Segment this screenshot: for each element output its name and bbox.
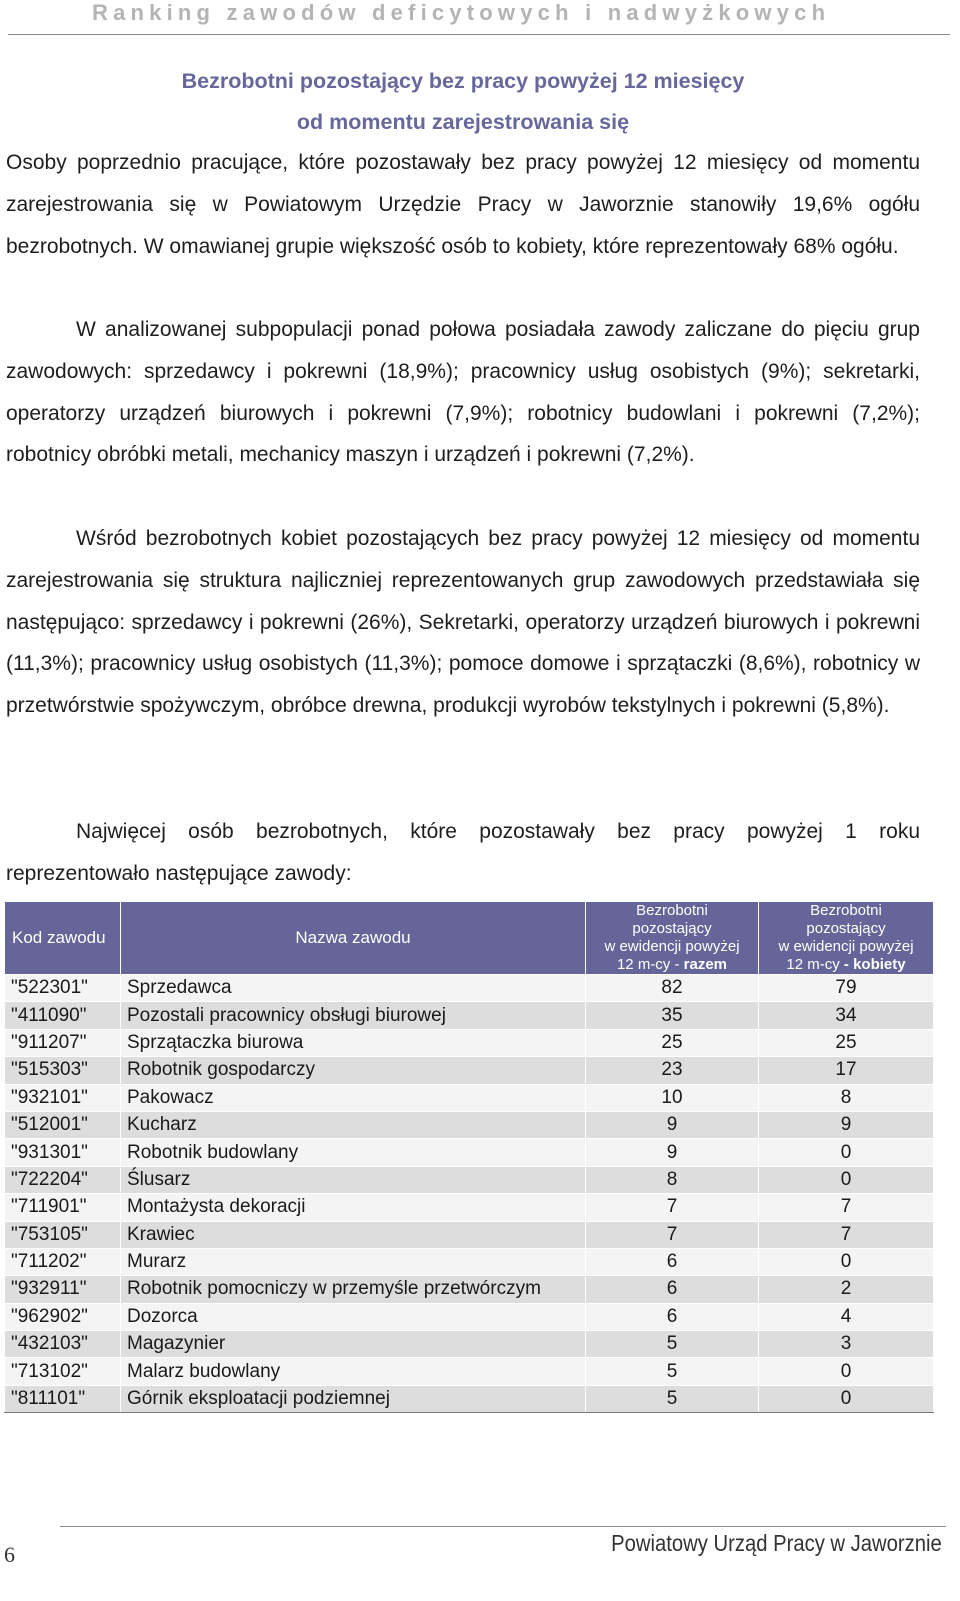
table-row (5, 1057, 934, 1084)
paragraph-table-intro: Najwięcej osób bezrobotnych, które pozostawały bez pracy powyżej 1 roku reprezentowało następujące zawody: (6, 820, 920, 885)
cell-total: 10 (586, 1084, 759, 1111)
cell-total: 5 (586, 1385, 759, 1412)
cell-name: Ślusarz (121, 1166, 586, 1193)
cell-total: 8 (586, 1166, 759, 1193)
section-title-line-1: Bezrobotni pozostający bez pracy powyżej 12 miesięcy (181, 69, 745, 93)
cell-code: "515303" (5, 1057, 121, 1084)
header-women (759, 902, 934, 975)
header-women-emphasis: - kobiety (843, 956, 906, 973)
table-header-row (5, 902, 934, 975)
table-row (5, 1303, 934, 1330)
footer-divider (60, 1526, 946, 1527)
cell-code: "811101" (5, 1385, 121, 1412)
header-name: Nazwa zawodu (121, 902, 586, 975)
cell-code: "932101" (5, 1084, 121, 1111)
header-code: Kod zawodu (5, 902, 121, 975)
cell-code: "432103" (5, 1331, 121, 1358)
paragraph-subpopulation: W analizowanej subpopulacji ponad połowa posiadała zawody zaliczane do pięciu grup zawodowych: sprzedawcy i pokrewni (18,9%); pracownicy usług osobistych (9%); sekretarki, operatorzy urządzeń biurowych i pokrewni (7,9%); robotnicy budowlani i pokrewni (7,2%); robotnicy obróbki metali, mechanicy maszyn i urządzeń i pokrewni (7,2%). (6, 318, 920, 467)
cell-total: 82 (586, 975, 759, 1002)
cell-code: "722204" (5, 1166, 121, 1193)
page-number: 6 (4, 1542, 15, 1567)
cell-total: 9 (586, 1111, 759, 1138)
cell-women: 9 (759, 1111, 934, 1138)
cell-total: 25 (586, 1029, 759, 1056)
cell-women: 4 (759, 1303, 934, 1330)
table-row (5, 1002, 934, 1029)
cell-total: 7 (586, 1221, 759, 1248)
occupations-table (4, 901, 934, 1413)
table-row (5, 1111, 934, 1138)
paragraph-women: Wśród bezrobotnych kobiet pozostających bez pracy powyżej 12 miesięcy od momentu zarejestrowania się struktura najliczniej reprezentowanych grup zawodowych przedstawiała się następująco: sprzedawcy i pokrewni (26%), Sekretarki, operatorzy urządzeń biurowych i pokrewni (11,3%); pracownicy usług osobistych (11,3%); pomoce domowe i sprzątaczki (8,6%), robotnicy w przetwórstwie spożywczym, obróbce drewna, produkcji wyrobów tekstylnych i pokrewni (5,8%). (6, 527, 920, 718)
cell-code: "411090" (5, 1002, 121, 1029)
table-row (5, 1358, 934, 1385)
cell-women: 8 (759, 1084, 934, 1111)
cell-code: "522301" (5, 975, 121, 1002)
cell-name: Krawiec (121, 1221, 586, 1248)
cell-total: 5 (586, 1358, 759, 1385)
table-row (5, 1194, 934, 1221)
header-women-line-2: pozostający (806, 920, 886, 937)
cell-code: "713102" (5, 1358, 121, 1385)
cell-name: Robotnik gospodarczy (121, 1057, 586, 1084)
cell-total: 6 (586, 1248, 759, 1275)
header-total-line-1: Bezrobotni (636, 902, 708, 919)
cell-name: Murarz (121, 1248, 586, 1275)
cell-name: Robotnik budowlany (121, 1139, 586, 1166)
table-row (5, 1248, 934, 1275)
cell-women: 0 (759, 1385, 934, 1412)
cell-name: Montażysta dekoracji (121, 1194, 586, 1221)
table-row (5, 1029, 934, 1056)
table-row (5, 1385, 934, 1412)
header-total-line-4: 12 m-cy - (616, 956, 684, 973)
cell-women: 25 (759, 1029, 934, 1056)
cell-women: 2 (759, 1276, 934, 1303)
cell-women: 3 (759, 1331, 934, 1358)
cell-code: "962902" (5, 1303, 121, 1330)
header-total (586, 902, 759, 975)
cell-total: 6 (586, 1276, 759, 1303)
cell-total: 7 (586, 1194, 759, 1221)
table-row (5, 1084, 934, 1111)
cell-code: "711202" (5, 1248, 121, 1275)
header-total-emphasis: razem (683, 956, 728, 973)
header-women-line-1: Bezrobotni (810, 902, 882, 919)
cell-total: 23 (586, 1057, 759, 1084)
footer-institution: Powiatowy Urząd Pracy w Jaworznie (611, 1530, 942, 1556)
cell-code: "932911" (5, 1276, 121, 1303)
cell-women: 7 (759, 1194, 934, 1221)
cell-women: 79 (759, 975, 934, 1002)
cell-name: Kucharz (121, 1111, 586, 1138)
cell-name: Pakowacz (121, 1084, 586, 1111)
table-row (5, 975, 934, 1002)
cell-women: 0 (759, 1358, 934, 1385)
cell-code: "711901" (5, 1194, 121, 1221)
cell-code: "911207" (5, 1029, 121, 1056)
running-header: Ranking zawodów deficytowych i nadwyżkowych (92, 0, 831, 25)
cell-total: 6 (586, 1303, 759, 1330)
paragraph-intro: Osoby poprzednio pracujące, które pozostawały bez pracy powyżej 12 miesięcy od momentu zarejestrowania się w Powiatowym Urzędzie Pracy w Jaworznie stanowiły 19,6% ogółu bezrobotnych. W omawianej grupie większość osób to kobiety, które reprezentowały 68% ogółu. (6, 151, 920, 258)
header-total-line-2: pozostający (632, 920, 712, 937)
cell-name: Sprzedawca (121, 975, 586, 1002)
table-row (5, 1331, 934, 1358)
header-divider (8, 34, 950, 35)
table-row (5, 1276, 934, 1303)
cell-name: Pozostali pracownicy obsługi biurowej (121, 1002, 586, 1029)
header-women-line-3: w ewidencji powyżej (778, 938, 914, 955)
cell-women: 0 (759, 1139, 934, 1166)
table-row (5, 1139, 934, 1166)
cell-total: 35 (586, 1002, 759, 1029)
cell-name: Malarz budowlany (121, 1358, 586, 1385)
cell-women: 0 (759, 1166, 934, 1193)
cell-women: 7 (759, 1221, 934, 1248)
cell-code: "753105" (5, 1221, 121, 1248)
cell-total: 5 (586, 1331, 759, 1358)
cell-name: Górnik eksploatacji podziemnej (121, 1385, 586, 1412)
cell-name: Dozorca (121, 1303, 586, 1330)
table-row (5, 1221, 934, 1248)
header-total-line-3: w ewidencji powyżej (604, 938, 740, 955)
header-women-line-4: 12 m-cy (786, 956, 844, 973)
cell-total: 9 (586, 1139, 759, 1166)
section-title-line-2: od momentu zarejestrowania się (296, 110, 630, 134)
cell-name: Magazynier (121, 1331, 586, 1358)
cell-women: 17 (759, 1057, 934, 1084)
cell-name: Sprzątaczka biurowa (121, 1029, 586, 1056)
cell-code: "931301" (5, 1139, 121, 1166)
cell-name: Robotnik pomocniczy w przemyśle przetwórczym (121, 1276, 586, 1303)
cell-women: 34 (759, 1002, 934, 1029)
cell-code: "512001" (5, 1111, 121, 1138)
cell-women: 0 (759, 1248, 934, 1275)
table-row (5, 1166, 934, 1193)
